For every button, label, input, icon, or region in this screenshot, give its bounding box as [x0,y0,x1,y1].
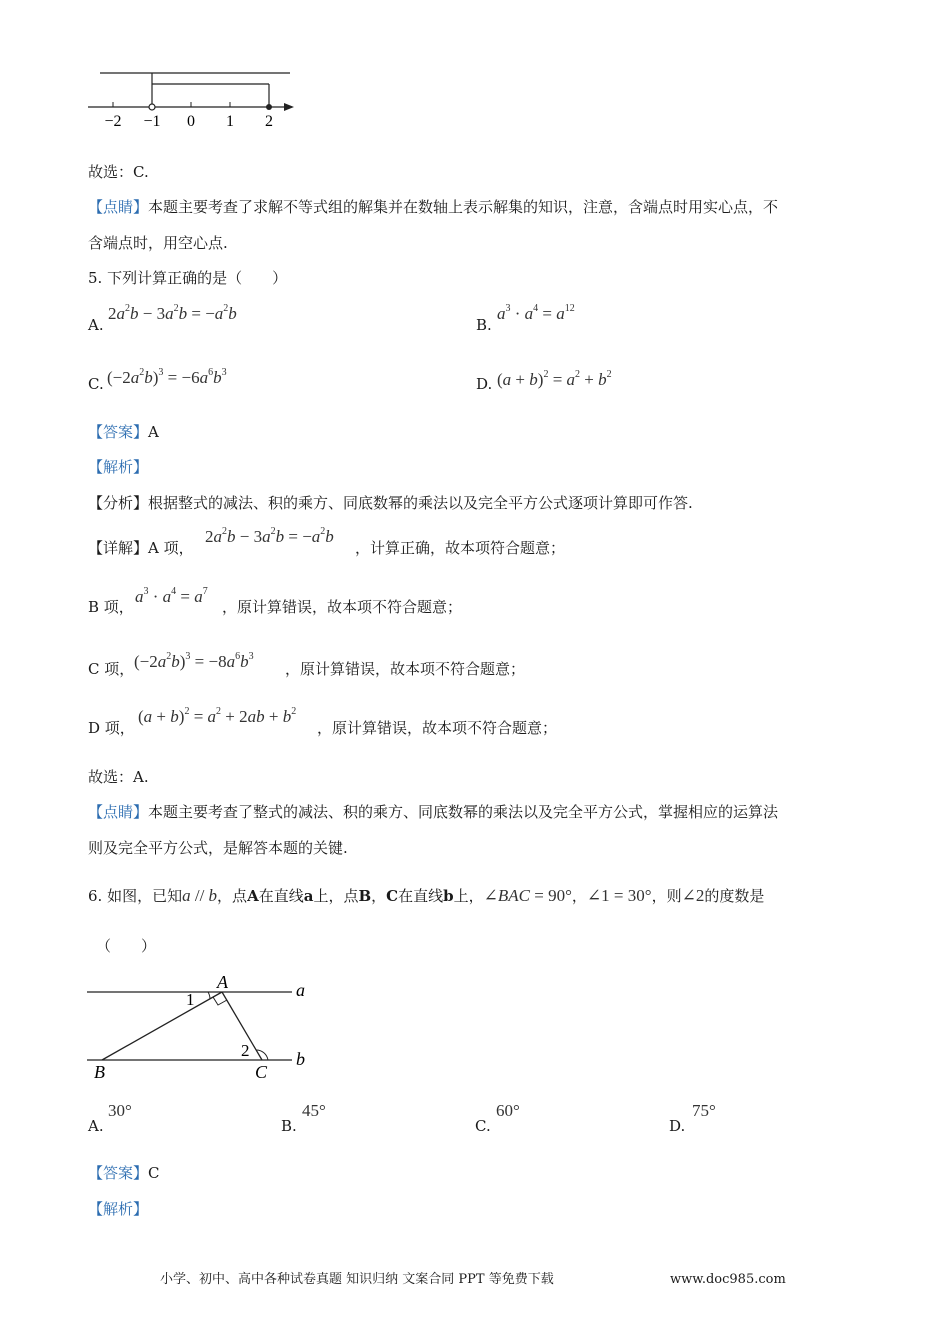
tick-label: 0 [187,113,195,130]
q6-paren: （ ） [96,937,157,955]
q5-xiangjie-c-prefix: C 项， [88,660,135,678]
fenxi-tag: 【分析】 [88,494,149,512]
angle-1-expr: ∠1 = 30° [586,886,652,905]
dianjing-text: 本题主要考查了求解不等式组的解集并在数轴上表示解集的知识，注意，含端点时用实心点，不 [148,198,779,216]
q5-answer [88,422,159,442]
q5-xiangjie-b-formula: $a^3 \cdot a^4 = a^7$ [135,586,208,606]
q6-text: 在直线 [258,887,304,905]
q6-question: 6. 如图，已知a // b，点A在直线a上，点B，C在直线b上，∠BAC = 90°，∠1 = 30°，则∠2的度数是 [88,886,765,905]
q4-dianjing-line1 [88,197,778,217]
q6-option-d-label: D. [669,1117,686,1135]
tick-label: −1 [143,113,161,130]
geometry-figure [80,968,330,1084]
q5-xiangjie-d-formula: $(a + b)^2 = a^2 + 2ab + b^2$ [138,706,297,726]
line-b-ref: b [443,887,454,905]
q4-dianjing-line2: 含端点时，用空心点. [88,234,228,252]
q6-option-c-value: 60° [496,1101,520,1120]
angle-2-expr: ∠2 [681,886,705,905]
tick-label: −2 [104,113,122,130]
q5-chose: 故选：A. [88,768,149,786]
line-a-ref: a [303,887,314,905]
q6-text: ，则 [651,887,682,905]
q6-text: 6. 如图，已知 [88,887,183,905]
q5-option-b-formula: $a^3 \cdot a^4 = a^{12}$ [497,303,575,323]
q5-fenxi [88,493,693,513]
q5-dianjing-line1 [88,802,778,822]
q5-xiangjie-d-prefix: D 项， [88,719,135,737]
q5-xiangjie-c-formula: $(-2a^2b)^3 = -8a^6b^3$ [134,651,254,671]
number-line-figure [80,60,310,132]
q5-xiangjie-b-prefix: B 项， [88,598,134,616]
q6-answer [88,1163,160,1183]
label-angle-2: 2 [241,1041,250,1060]
dianjing-text: 本题主要考查了整式的减法、积的乘方、同底数幂的乘法以及完全平方公式，掌握相应的运算法 [148,803,779,821]
q5-xiangjie-b-suffix: ，原计算错误，故本项不符合题意； [222,598,463,616]
q5-question: 5. 下列计算正确的是（ ） [88,269,288,287]
q5-xiangjie-d-suffix: ，原计算错误，故本项不符合题意； [317,719,558,737]
q6-text: 上，点 [313,887,359,905]
q6-option-b-value: 45° [302,1101,326,1120]
q6-option-a-value: 30° [108,1101,132,1120]
q5-xiangjie-a [88,538,194,558]
q5-dianjing-line2: 则及完全平方公式，是解答本题的关键. [88,839,348,857]
q6-jiexi-tag: 【解析】 [88,1200,149,1218]
tick-label: 1 [226,113,234,130]
angle-bac-expr: ∠BAC = 90° [483,886,572,905]
answer-value: A [148,423,159,441]
answer-tag: 【答案】 [88,423,149,441]
label-c-point: C [255,1062,268,1082]
footer-text: 小学、初中、高中各种试卷真题 知识归纳 文案合同 PPT 等免费下载 [160,1272,554,1287]
label-b-point: B [94,1062,105,1082]
point-c-ref: C [386,887,399,905]
q5-option-d-label: D. [476,375,493,393]
q5-option-a-label: A. [88,316,104,334]
q6-option-c-label: C. [475,1117,491,1135]
q4-chose: 故选：C. [88,163,149,181]
q5-xiangjie-a-suffix: ，计算正确，故本项符合题意； [355,539,566,557]
q5-option-a-formula: $2a^2b - 3a^2b = -a^2b$ [108,303,237,323]
q5-xiangjie-a-formula: $2a^2b - 3a^2b = -a^2b$ [205,526,334,546]
point-a-ref: A [247,887,259,905]
label-line-b: b [296,1049,305,1069]
q5-xiangjie-c-suffix: ，原计算错误，故本项不符合题意； [285,660,526,678]
label-angle-1: 1 [186,990,195,1009]
q6-text: 的度数是 [704,887,765,905]
q6-text: ，点 [217,887,248,905]
q5-option-b-label: B. [476,316,492,334]
fenxi-text: 根据整式的减法、积的乘方、同底数幂的乘法以及完全平方公式逐项计算即可作答. [148,494,693,512]
item-prefix: A 项， [148,539,194,557]
q5-jiexi-tag: 【解析】 [88,458,149,476]
solid-dot [266,104,272,110]
tick-label: 2 [265,113,273,130]
label-line-a: a [296,980,305,1000]
open-dot [149,104,155,110]
dianjing-tag: 【点睛】 [88,803,149,821]
q6-option-b-label: B. [281,1117,297,1135]
label-a-point: A [217,972,228,992]
q6-text: ， [571,887,587,905]
q5-option-c-formula: $(-2a^2b)^3 = -6a^6b^3$ [107,367,227,387]
xiangjie-tag: 【详解】 [88,539,149,557]
footer-url[interactable]: www.doc985.com [670,1272,786,1287]
q6-text: 在直线 [398,887,444,905]
q6-text: 上， [453,887,484,905]
q6-option-a-label: A. [88,1117,104,1135]
q6-option-d-value: 75° [692,1101,716,1120]
dianjing-tag: 【点睛】 [88,198,149,216]
parallel-expr: a // b [182,886,218,905]
answer-value: C [148,1164,160,1182]
q5-option-c-label: C. [88,375,104,393]
point-b-ref: B [358,887,372,905]
q5-option-d-formula: $(a + b)^2 = a^2 + b^2$ [497,369,612,389]
answer-tag: 【答案】 [88,1164,149,1182]
